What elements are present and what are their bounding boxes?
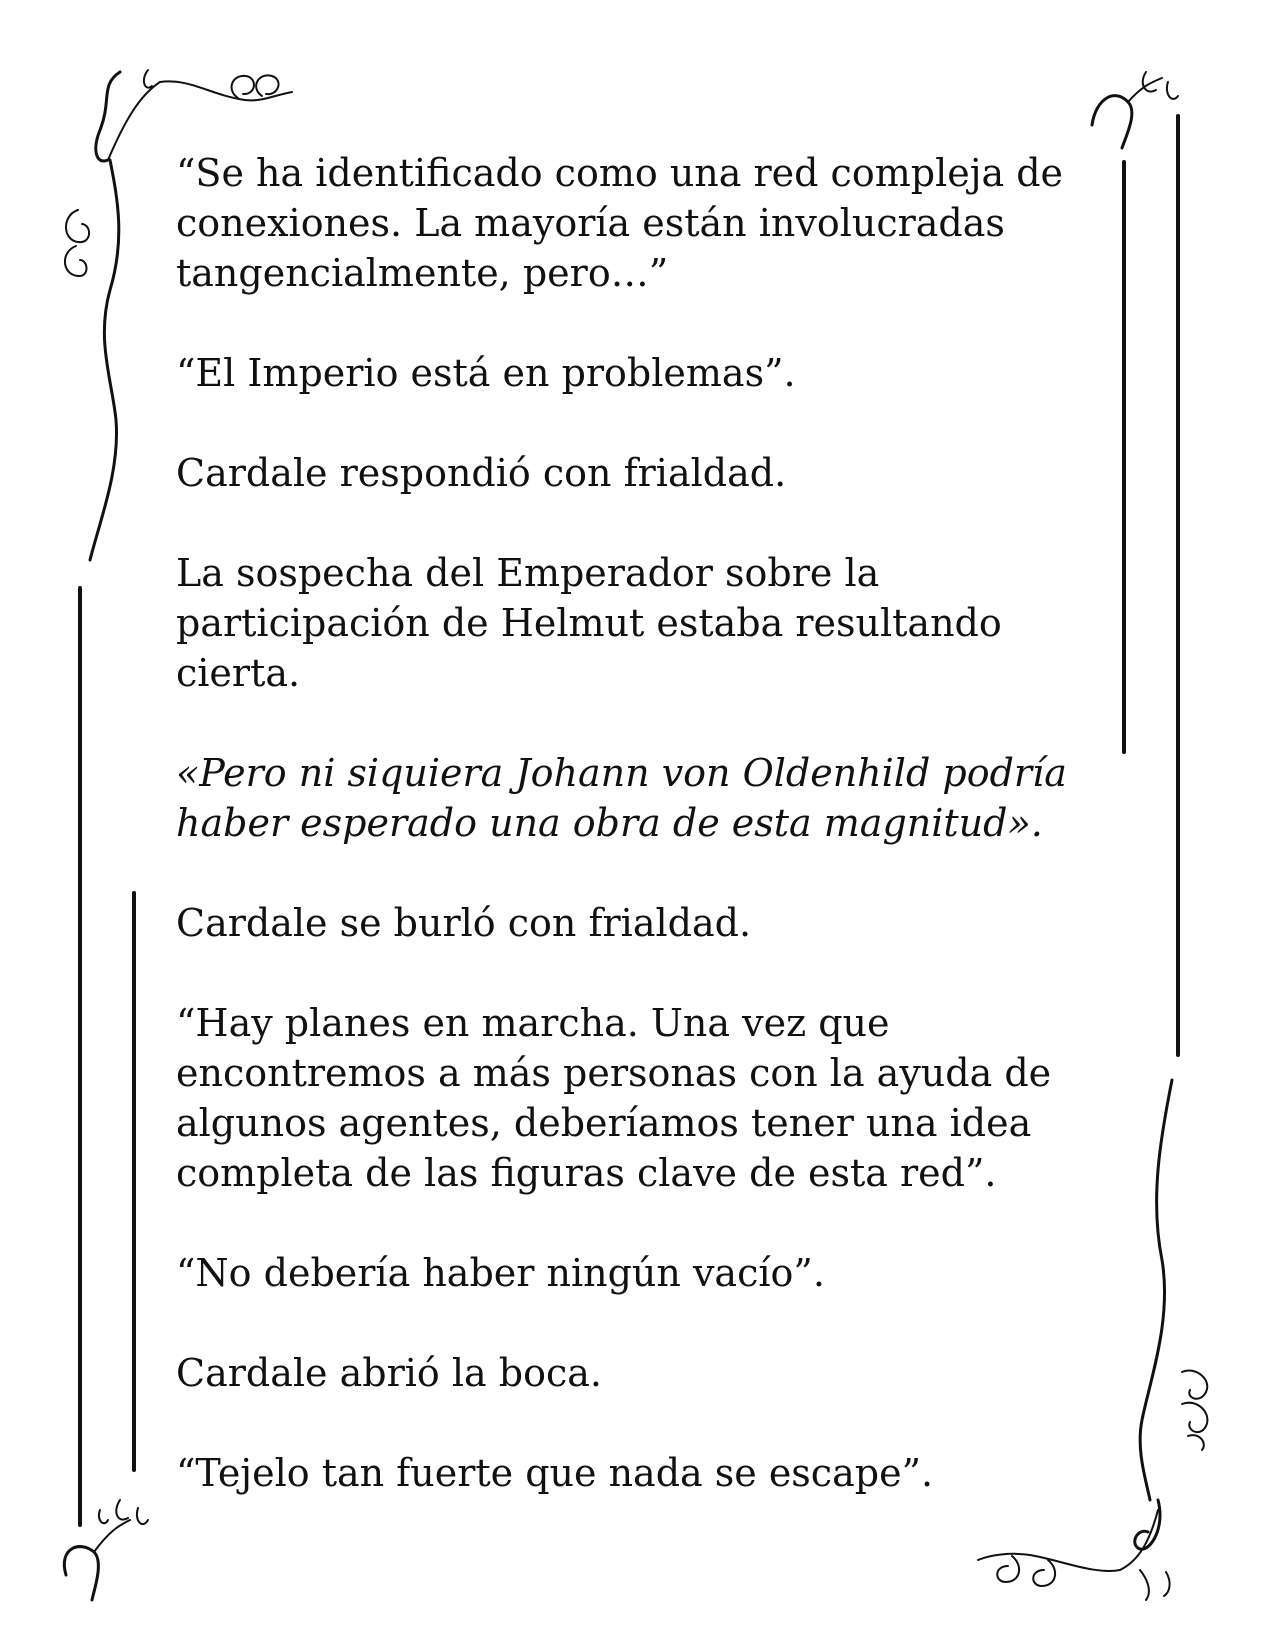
paragraph-9: Cardale abrió la boca. [176,1351,602,1395]
paragraph-4: La sospecha del Emperador sobre la participación de Helmut estaba resultando cierta. [176,551,1002,695]
paragraph-3: Cardale respondió con frialdad. [176,451,787,495]
top-left-flourish [96,72,120,161]
right-vine [1140,1080,1172,1500]
paragraph-5-italic: «Pero ni siquiera Johann von Oldenhild podría haber esperado una obra de esta magnitud». [176,751,1067,845]
paragraph-6: Cardale se burló con frialdad. [176,901,752,945]
paragraph-7: “Hay planes en marcha. Una vez que encontremos a más personas con la ayuda de algunos agentes, deberíamos tener una idea completa de las figuras clave de esta red”. [176,1001,1052,1195]
paragraph-1: “Se ha identificado como una red compleja de conexiones. La mayoría están involucradas tangencialmente, pero…” [176,151,1064,295]
bottom-left-flourish [64,1547,98,1600]
top-right-flourish [1092,96,1132,148]
paragraph-10: “Tejelo tan fuerte que nada se escape”. [176,1451,934,1495]
body-text [176,148,1096,1548]
paragraph-8: “No debería haber ningún vacío”. [176,1251,825,1295]
paragraph-2: “El Imperio está en problemas”. [176,351,796,395]
left-vine [90,160,119,560]
